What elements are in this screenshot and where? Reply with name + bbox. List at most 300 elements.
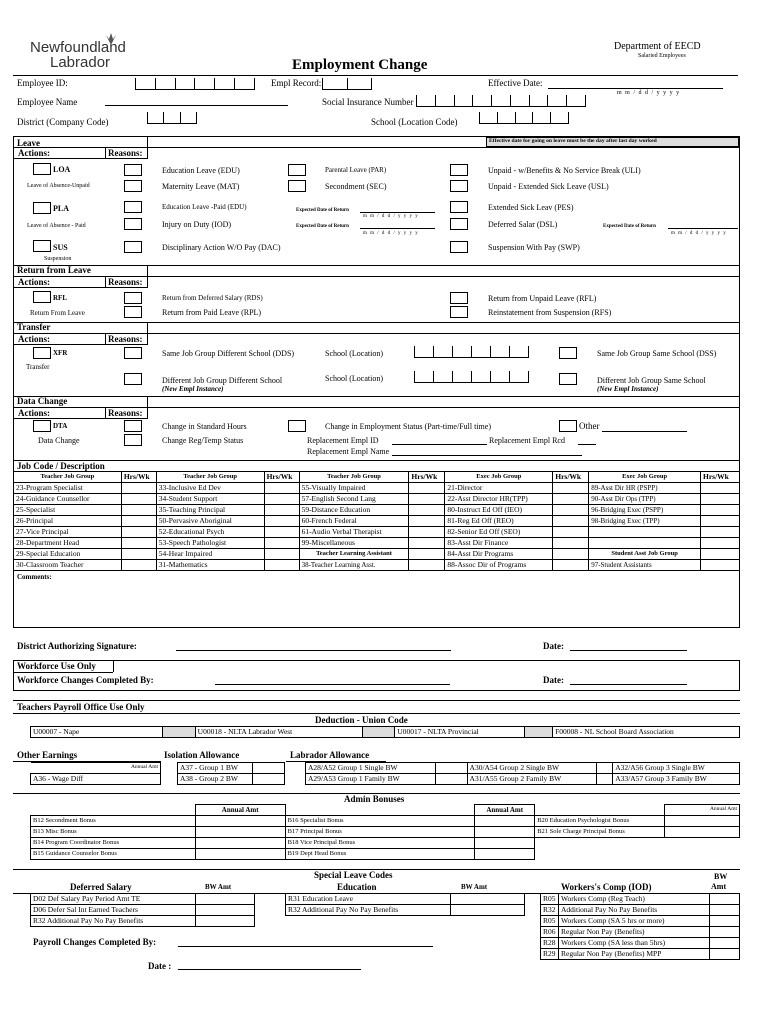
col-header: Teacher Job Group — [299, 472, 409, 483]
sec-label: Secondment (SEC) — [325, 182, 387, 191]
diff-same-new-empl: (New Empl Instance) — [597, 385, 659, 393]
bonus-item: B13 Misc Bonus — [31, 827, 196, 838]
job-subheader: Teacher Learning Assistant — [299, 549, 409, 560]
amt-input[interactable] — [195, 905, 254, 916]
payroll-date-input[interactable] — [178, 969, 361, 970]
rfl-reason-label: Return from Unpaid Leave (RFL) — [488, 294, 597, 303]
hrs-input[interactable] — [700, 538, 739, 549]
amt-input[interactable] — [710, 905, 740, 916]
workers-item: Additional Pay No Pay Benefits — [558, 905, 709, 916]
amt-input[interactable] — [665, 827, 740, 838]
workers-amt: Amt — [711, 882, 727, 891]
lab-item: A29/A53 Group 1 Family BW — [306, 774, 436, 785]
union-checkbox[interactable] — [363, 727, 395, 738]
hrs-input[interactable] — [700, 527, 739, 538]
return-actions: Actions: — [18, 277, 50, 287]
school-label: School (Location Code) — [371, 117, 458, 127]
leave-header: Leave — [17, 138, 40, 148]
diff-same-checkbox[interactable] — [559, 373, 577, 385]
col-header: Hrs/Wk — [409, 472, 445, 483]
table-row — [14, 527, 740, 538]
xfr-code: XFR — [53, 349, 68, 357]
xfr-checkbox[interactable] — [33, 347, 51, 359]
amt-input[interactable] — [450, 905, 524, 916]
hrs-input[interactable] — [264, 483, 299, 494]
sus-desc: Suspension — [44, 256, 72, 262]
table-row — [286, 905, 525, 916]
rfl-code: RFL — [53, 294, 67, 302]
sec-checkbox[interactable] — [288, 180, 306, 192]
admin-bonuses-header: Admin Bonuses — [344, 794, 405, 804]
transfer-actions: Actions: — [18, 334, 50, 344]
hrs-input[interactable] — [700, 560, 739, 571]
emp-status-checkbox[interactable] — [288, 420, 306, 432]
table-row — [541, 927, 740, 938]
dsl-return-input[interactable] — [668, 228, 738, 229]
job-item: 22-Asst Director HR(TPP) — [445, 494, 553, 505]
deferred-item: R32 Additional Pay No Pay Benefits — [31, 916, 196, 927]
deferred-bw-amt: BW Amt — [205, 883, 232, 891]
hrs-input[interactable] — [409, 516, 445, 527]
job-item: 98-Bridging Exec (TPP) — [589, 516, 701, 527]
job-item: 90-Asst Dir Ops (TPP) — [589, 494, 701, 505]
hrs-input[interactable] — [553, 516, 589, 527]
rds-checkbox[interactable] — [124, 292, 142, 304]
job-item: 31-Mathematics — [156, 560, 264, 571]
hrs-input[interactable] — [121, 560, 156, 571]
hrs-input[interactable] — [409, 494, 445, 505]
hrs-input[interactable] — [121, 494, 156, 505]
iod-label: Injury on Duty (IOD) — [162, 220, 232, 229]
hrs-input[interactable] — [409, 527, 445, 538]
dsl-label: Deferred Salar (DSL) — [488, 220, 558, 229]
pla-checkbox[interactable] — [33, 202, 51, 214]
workers-code: R05 — [541, 916, 559, 927]
usl-label: Unpaid - Extended Sick Leave (USL) — [488, 182, 609, 191]
edu-label: Education Leave (EDU) — [162, 166, 240, 175]
job-item: 27-Vice Principal — [14, 527, 122, 538]
amt-input[interactable] — [435, 774, 467, 785]
par-checkbox[interactable] — [288, 164, 306, 176]
hrs-input[interactable] — [264, 549, 299, 560]
amt-input[interactable] — [475, 838, 535, 849]
job-code-header-row — [14, 472, 740, 483]
table-row — [541, 949, 740, 960]
union-item: U00018 - NLTA Labrador West — [195, 727, 363, 738]
bonus-item: B15 Guidance Counselor Bonus — [31, 849, 196, 860]
diff-diff-school-label: School (Location) — [325, 374, 383, 383]
table-row — [178, 774, 285, 785]
dds-checkbox[interactable] — [124, 347, 142, 359]
table-row — [31, 916, 255, 927]
hrs-input[interactable] — [700, 483, 739, 494]
sus-code: SUS — [53, 243, 68, 252]
district-input[interactable] — [147, 112, 197, 124]
rfl-desc: Return From Leave — [30, 309, 85, 317]
hrs-input[interactable] — [264, 505, 299, 516]
rfl-checkbox[interactable] — [33, 291, 51, 303]
mat-label: Maternity Leave (MAT) — [162, 182, 240, 191]
deferred-table — [30, 893, 255, 927]
union-checkbox[interactable] — [162, 727, 195, 738]
col-header: Teacher Job Group — [14, 472, 122, 483]
dds-school-input[interactable] — [414, 346, 529, 358]
edu-checkbox[interactable] — [124, 164, 142, 176]
job-item: 34-Student Support — [156, 494, 264, 505]
edu-paid-checkbox[interactable] — [124, 201, 142, 213]
job-item: 24-Guidance Counsellor — [14, 494, 122, 505]
emp-status-label: Change in Employment Status (Part-time/Full time) — [325, 422, 491, 431]
job-subheader: Student Asst Job Group — [589, 549, 701, 560]
hrs-input[interactable] — [409, 505, 445, 516]
labrador-table — [305, 762, 740, 785]
table-row — [31, 763, 161, 774]
loa-code: LOA — [53, 165, 71, 174]
diff-diff-new-empl: (New Empl Instance) — [162, 385, 224, 393]
table-row — [31, 894, 255, 905]
hrs-input[interactable] — [553, 527, 589, 538]
return-reasons: Reasons: — [108, 277, 143, 287]
amt-input[interactable] — [195, 894, 254, 905]
job-item: 96-Bridging Exec (PSPP) — [589, 505, 701, 516]
union-checkbox[interactable] — [525, 727, 553, 738]
loa-checkbox[interactable] — [33, 163, 51, 175]
amt-input[interactable] — [597, 763, 613, 774]
workers-item: Workers Comp (SA less than 5hrs) — [558, 938, 709, 949]
amt-input[interactable] — [475, 816, 535, 827]
dac-checkbox[interactable] — [124, 241, 142, 253]
dta-checkbox[interactable] — [33, 420, 51, 432]
subtitle: Salaried Employees — [638, 53, 686, 59]
workforce-date-label: Date: — [543, 675, 564, 685]
repl-name-input[interactable] — [392, 455, 582, 456]
annual-amt-label: Annual Amt — [665, 805, 740, 816]
bonus-item: B16 Specialist Bonus — [285, 816, 475, 827]
hrs-input[interactable] — [121, 527, 156, 538]
table-row — [14, 560, 740, 571]
table-row — [14, 516, 740, 527]
mat-checkbox[interactable] — [124, 180, 142, 192]
bonus-item: B20 Education Psychologist Bonus — [535, 816, 665, 827]
sin-input[interactable] — [416, 95, 586, 107]
workers-item: Workers Comp (SA 5 hrs or more) — [558, 916, 709, 927]
employee-name-input[interactable] — [105, 105, 288, 106]
job-item: 21-Director — [445, 483, 553, 494]
table-row — [306, 774, 740, 785]
logo-line1: Newfoundland — [30, 39, 126, 56]
job-item: 88-Assoc Dir of Programs — [445, 560, 553, 571]
leave-reasons: Reasons: — [108, 148, 143, 158]
dds-school-label: School (Location) — [325, 349, 383, 358]
transfer-header: Transfer — [17, 322, 51, 332]
table-row — [306, 763, 740, 774]
sin-label: Social Insurance Number — [322, 97, 414, 107]
col-header: Teacher Job Group — [156, 472, 264, 483]
union-item: U00017 - NLTA Provincial — [395, 727, 525, 738]
payroll-header: Teachers Payroll Office Use Only — [17, 702, 145, 712]
hrs-input[interactable] — [553, 549, 589, 560]
special-leave-header: Special Leave Codes — [314, 870, 393, 880]
data-change-reasons: Reasons: — [108, 408, 143, 418]
comments-label: Comments: — [17, 573, 52, 581]
amt-input[interactable] — [475, 849, 535, 860]
hrs-input[interactable] — [264, 560, 299, 571]
bonus-item: B14 Program Coordinator Bonus — [31, 838, 196, 849]
table-row — [14, 483, 740, 494]
workers-header: Workers's Comp (IOD) — [561, 882, 652, 892]
job-item: 30-Classroom Teacher — [14, 560, 122, 571]
table-row — [286, 894, 525, 905]
education-item: R32 Additional Pay No Pay Benefits — [286, 905, 451, 916]
job-item: 59-Distance Education — [299, 505, 409, 516]
hrs-input[interactable] — [409, 538, 445, 549]
amt-input[interactable] — [665, 816, 740, 827]
education-table — [285, 893, 525, 916]
amt-input[interactable] — [195, 816, 285, 827]
lab-item: A33/A57 Group 3 Family BW — [613, 774, 740, 785]
table-row — [541, 894, 740, 905]
amt-input[interactable] — [195, 849, 285, 860]
repl-id-input[interactable] — [392, 444, 487, 445]
labrador-header: Labrador Allowance — [290, 750, 370, 760]
education-bw-amt: BW Amt — [461, 883, 488, 891]
job-item: 35-Teaching Principal — [156, 505, 264, 516]
amt-input[interactable] — [710, 927, 740, 938]
job-item: 97-Student Assistants — [589, 560, 701, 571]
annual-amt-label: Annual Amt — [31, 763, 161, 774]
data-change-actions: Actions: — [18, 408, 50, 418]
amt-input[interactable] — [195, 827, 285, 838]
hrs-input[interactable] — [121, 538, 156, 549]
employee-id-label: Employee ID: — [17, 78, 68, 88]
return-header: Return from Leave — [17, 265, 91, 275]
hrs-input[interactable] — [700, 516, 739, 527]
col-header: Exec Job Group — [445, 472, 553, 483]
amt-input[interactable] — [710, 916, 740, 927]
sus-checkbox[interactable] — [33, 240, 51, 252]
job-item: 28-Department Head — [14, 538, 122, 549]
hrs-input[interactable] — [553, 538, 589, 549]
repl-rcd-input[interactable] — [578, 444, 596, 445]
job-item: 82-Senior Ed Off (SEO) — [445, 527, 553, 538]
job-code-table — [13, 471, 740, 571]
hrs-input[interactable] — [700, 505, 739, 516]
employee-name-label: Employee Name — [17, 97, 78, 107]
job-item: 84-Asst Dir Programs — [445, 549, 553, 560]
job-item: 33-Inclusive Ed Dev — [156, 483, 264, 494]
leave-note: Effective date for going on leave must be the day after last day worked — [489, 138, 657, 144]
hrs-input[interactable] — [409, 549, 445, 560]
job-item — [589, 538, 701, 549]
dss-checkbox[interactable] — [559, 347, 577, 359]
amt-input[interactable] — [450, 894, 524, 905]
reg-temp-checkbox[interactable] — [124, 434, 142, 446]
hrs-input[interactable] — [264, 494, 299, 505]
swp-checkbox[interactable] — [450, 241, 468, 253]
hrs-input[interactable] — [553, 560, 589, 571]
col-header: Hrs/Wk — [264, 472, 299, 483]
amt-input[interactable] — [195, 916, 254, 927]
job-item: 29-Special Education — [14, 549, 122, 560]
amt-input[interactable] — [710, 949, 740, 960]
dss-label: Same Job Group Same School (DSS) — [597, 349, 717, 358]
table-row — [31, 838, 740, 849]
hrs-input[interactable] — [409, 560, 445, 571]
job-item: 55-Visually Impaired — [299, 483, 409, 494]
hrs-input[interactable] — [409, 483, 445, 494]
job-item: 81-Reg Ed Off (REO) — [445, 516, 553, 527]
transfer-reasons: Reasons: — [108, 334, 143, 344]
hrs-input[interactable] — [264, 527, 299, 538]
xfr-desc: Transfer — [26, 363, 50, 371]
col-header: Hrs/Wk — [553, 472, 589, 483]
other-earnings-table — [30, 762, 161, 785]
union-table — [30, 726, 740, 738]
leave-actions: Actions: — [18, 148, 50, 158]
hrs-input[interactable] — [553, 494, 589, 505]
job-item: 57-English Second Lang — [299, 494, 409, 505]
dds-label: Same Job Group Different School (DDS) — [162, 349, 295, 358]
employee-id-input[interactable] — [135, 78, 255, 90]
hrs-input[interactable] — [264, 516, 299, 527]
iod-return-input[interactable] — [360, 228, 435, 229]
workforce-completed-input[interactable] — [215, 684, 450, 685]
bonus-item: B18 Vice Principal Bonus — [285, 838, 475, 849]
payroll-date-label: Date : — [148, 961, 172, 971]
pes-label: Extended Sick Leav (PES) — [488, 203, 574, 212]
comments-input[interactable] — [13, 571, 740, 628]
diff-diff-school-input[interactable] — [414, 371, 529, 383]
table-row — [31, 905, 255, 916]
table-row — [178, 763, 285, 774]
rfl-reason-checkbox[interactable] — [450, 292, 468, 304]
repl-id-label: Replacement Empl ID — [307, 436, 379, 445]
union-item: F00008 - NL School Board Association — [553, 727, 740, 738]
hrs-input[interactable] — [700, 494, 739, 505]
edu-paid-return-input[interactable] — [360, 212, 435, 213]
hrs-input[interactable] — [700, 549, 739, 560]
swp-label: Suspension With Pay (SWP) — [488, 243, 580, 252]
col-header: Hrs/Wk — [700, 472, 739, 483]
workers-code: R06 — [541, 927, 559, 938]
job-item: 99-Miscellaneous — [299, 538, 409, 549]
workforce-date-input[interactable] — [570, 684, 687, 685]
table-row — [14, 538, 740, 549]
lab-item: A30/A54 Group 2 Single BW — [467, 763, 597, 774]
workers-item: Workers Comp (Reg Teach) — [558, 894, 709, 905]
workforce-completed-label: Workforce Changes Completed By: — [17, 675, 154, 685]
effective-date-input[interactable] — [548, 88, 723, 89]
hrs-input[interactable] — [121, 516, 156, 527]
hrs-input[interactable] — [553, 505, 589, 516]
dsl-expected: Expected Date of Return — [603, 224, 656, 229]
edu-paid-date-format: m m / d d / y y y y — [363, 214, 419, 219]
a36-item: A36 - Wage Diff — [31, 774, 161, 785]
job-item: 83-Asst Dir Finance — [445, 538, 553, 549]
job-item: 26-Principal — [14, 516, 122, 527]
table-row — [31, 827, 740, 838]
lab-item: A32/A56 Group 3 Single BW — [613, 763, 740, 774]
empl-record-input[interactable] — [322, 78, 372, 90]
district-date-input[interactable] — [570, 650, 687, 651]
bonus-item: B21 Sole Charge Principal Bonus — [535, 827, 665, 838]
district-sig-input[interactable] — [176, 650, 451, 651]
rpl-checkbox[interactable] — [124, 306, 142, 318]
other-checkbox[interactable] — [559, 420, 577, 432]
data-change-header: Data Change — [17, 396, 68, 406]
hrs-input[interactable] — [121, 549, 156, 560]
table-row — [31, 849, 740, 860]
amt-input[interactable] — [252, 763, 284, 774]
job-item: 50-Pervasive Aboriginal — [156, 516, 264, 527]
payroll-completed-input[interactable] — [178, 946, 433, 947]
workforce-use-label: Workforce Use Only — [17, 661, 96, 671]
diff-diff-checkbox[interactable] — [124, 373, 142, 385]
rfs-checkbox[interactable] — [450, 306, 468, 318]
education-header: Education — [337, 882, 377, 892]
workers-code: R28 — [541, 938, 559, 949]
usl-checkbox[interactable] — [450, 180, 468, 192]
department: Department of EECD — [614, 41, 701, 52]
dsl-checkbox[interactable] — [450, 218, 468, 230]
education-item: R31 Education Leave — [286, 894, 451, 905]
edu-paid-expected: Expected Date of Return — [296, 208, 349, 213]
amt-input[interactable] — [710, 938, 740, 949]
workers-code: R29 — [541, 949, 559, 960]
hrs-input[interactable] — [121, 483, 156, 494]
dta-desc: Data Change — [38, 436, 80, 445]
a38-item: A38 - Group 2 BW — [178, 774, 253, 785]
table-row — [31, 774, 161, 785]
uli-checkbox[interactable] — [450, 164, 468, 176]
amt-input[interactable] — [475, 827, 535, 838]
reg-temp-label: Change Reg/Temp Status — [162, 436, 244, 445]
table-row — [541, 905, 740, 916]
hrs-input[interactable] — [553, 483, 589, 494]
date-format: m m / d d / y y y y — [617, 90, 681, 96]
workers-code: R05 — [541, 894, 559, 905]
other-input[interactable] — [602, 431, 687, 432]
col-header: Exec Job Group — [589, 472, 701, 483]
isolation-header: Isolation Allowance — [164, 750, 240, 760]
std-hours-checkbox[interactable] — [124, 420, 142, 432]
hrs-input[interactable] — [121, 505, 156, 516]
admin-bonuses-table — [30, 804, 740, 860]
bonus-item: B17 Principal Bonus — [285, 827, 475, 838]
iod-expected: Expected Date of Return — [296, 224, 349, 229]
iod-checkbox[interactable] — [124, 218, 142, 230]
hrs-input[interactable] — [264, 538, 299, 549]
table-row — [31, 805, 740, 816]
amt-input[interactable] — [435, 763, 467, 774]
a37-item: A37 - Group 1 BW — [178, 763, 253, 774]
job-item: 61-Audio Verbal Therapist — [299, 527, 409, 538]
union-item: U00007 - Nape — [31, 727, 163, 738]
school-input[interactable] — [479, 112, 569, 124]
deferred-item: D02 Def Salary Pay Period Amt TE — [31, 894, 196, 905]
table-row — [31, 816, 740, 827]
amt-input[interactable] — [252, 774, 284, 785]
loa-desc: Leave of Absence-Unpaid — [27, 183, 90, 189]
table-row — [31, 727, 740, 738]
bonus-item: B19 Dept Head Bonus — [285, 849, 475, 860]
amt-input[interactable] — [710, 894, 740, 905]
deferred-item: D06 Defer Sal Int Earned Teachers — [31, 905, 196, 916]
pes-checkbox[interactable] — [450, 201, 468, 213]
rpl-label: Return from Paid Leave (RPL) — [162, 308, 262, 317]
amt-input[interactable] — [195, 838, 285, 849]
amt-input[interactable] — [597, 774, 613, 785]
